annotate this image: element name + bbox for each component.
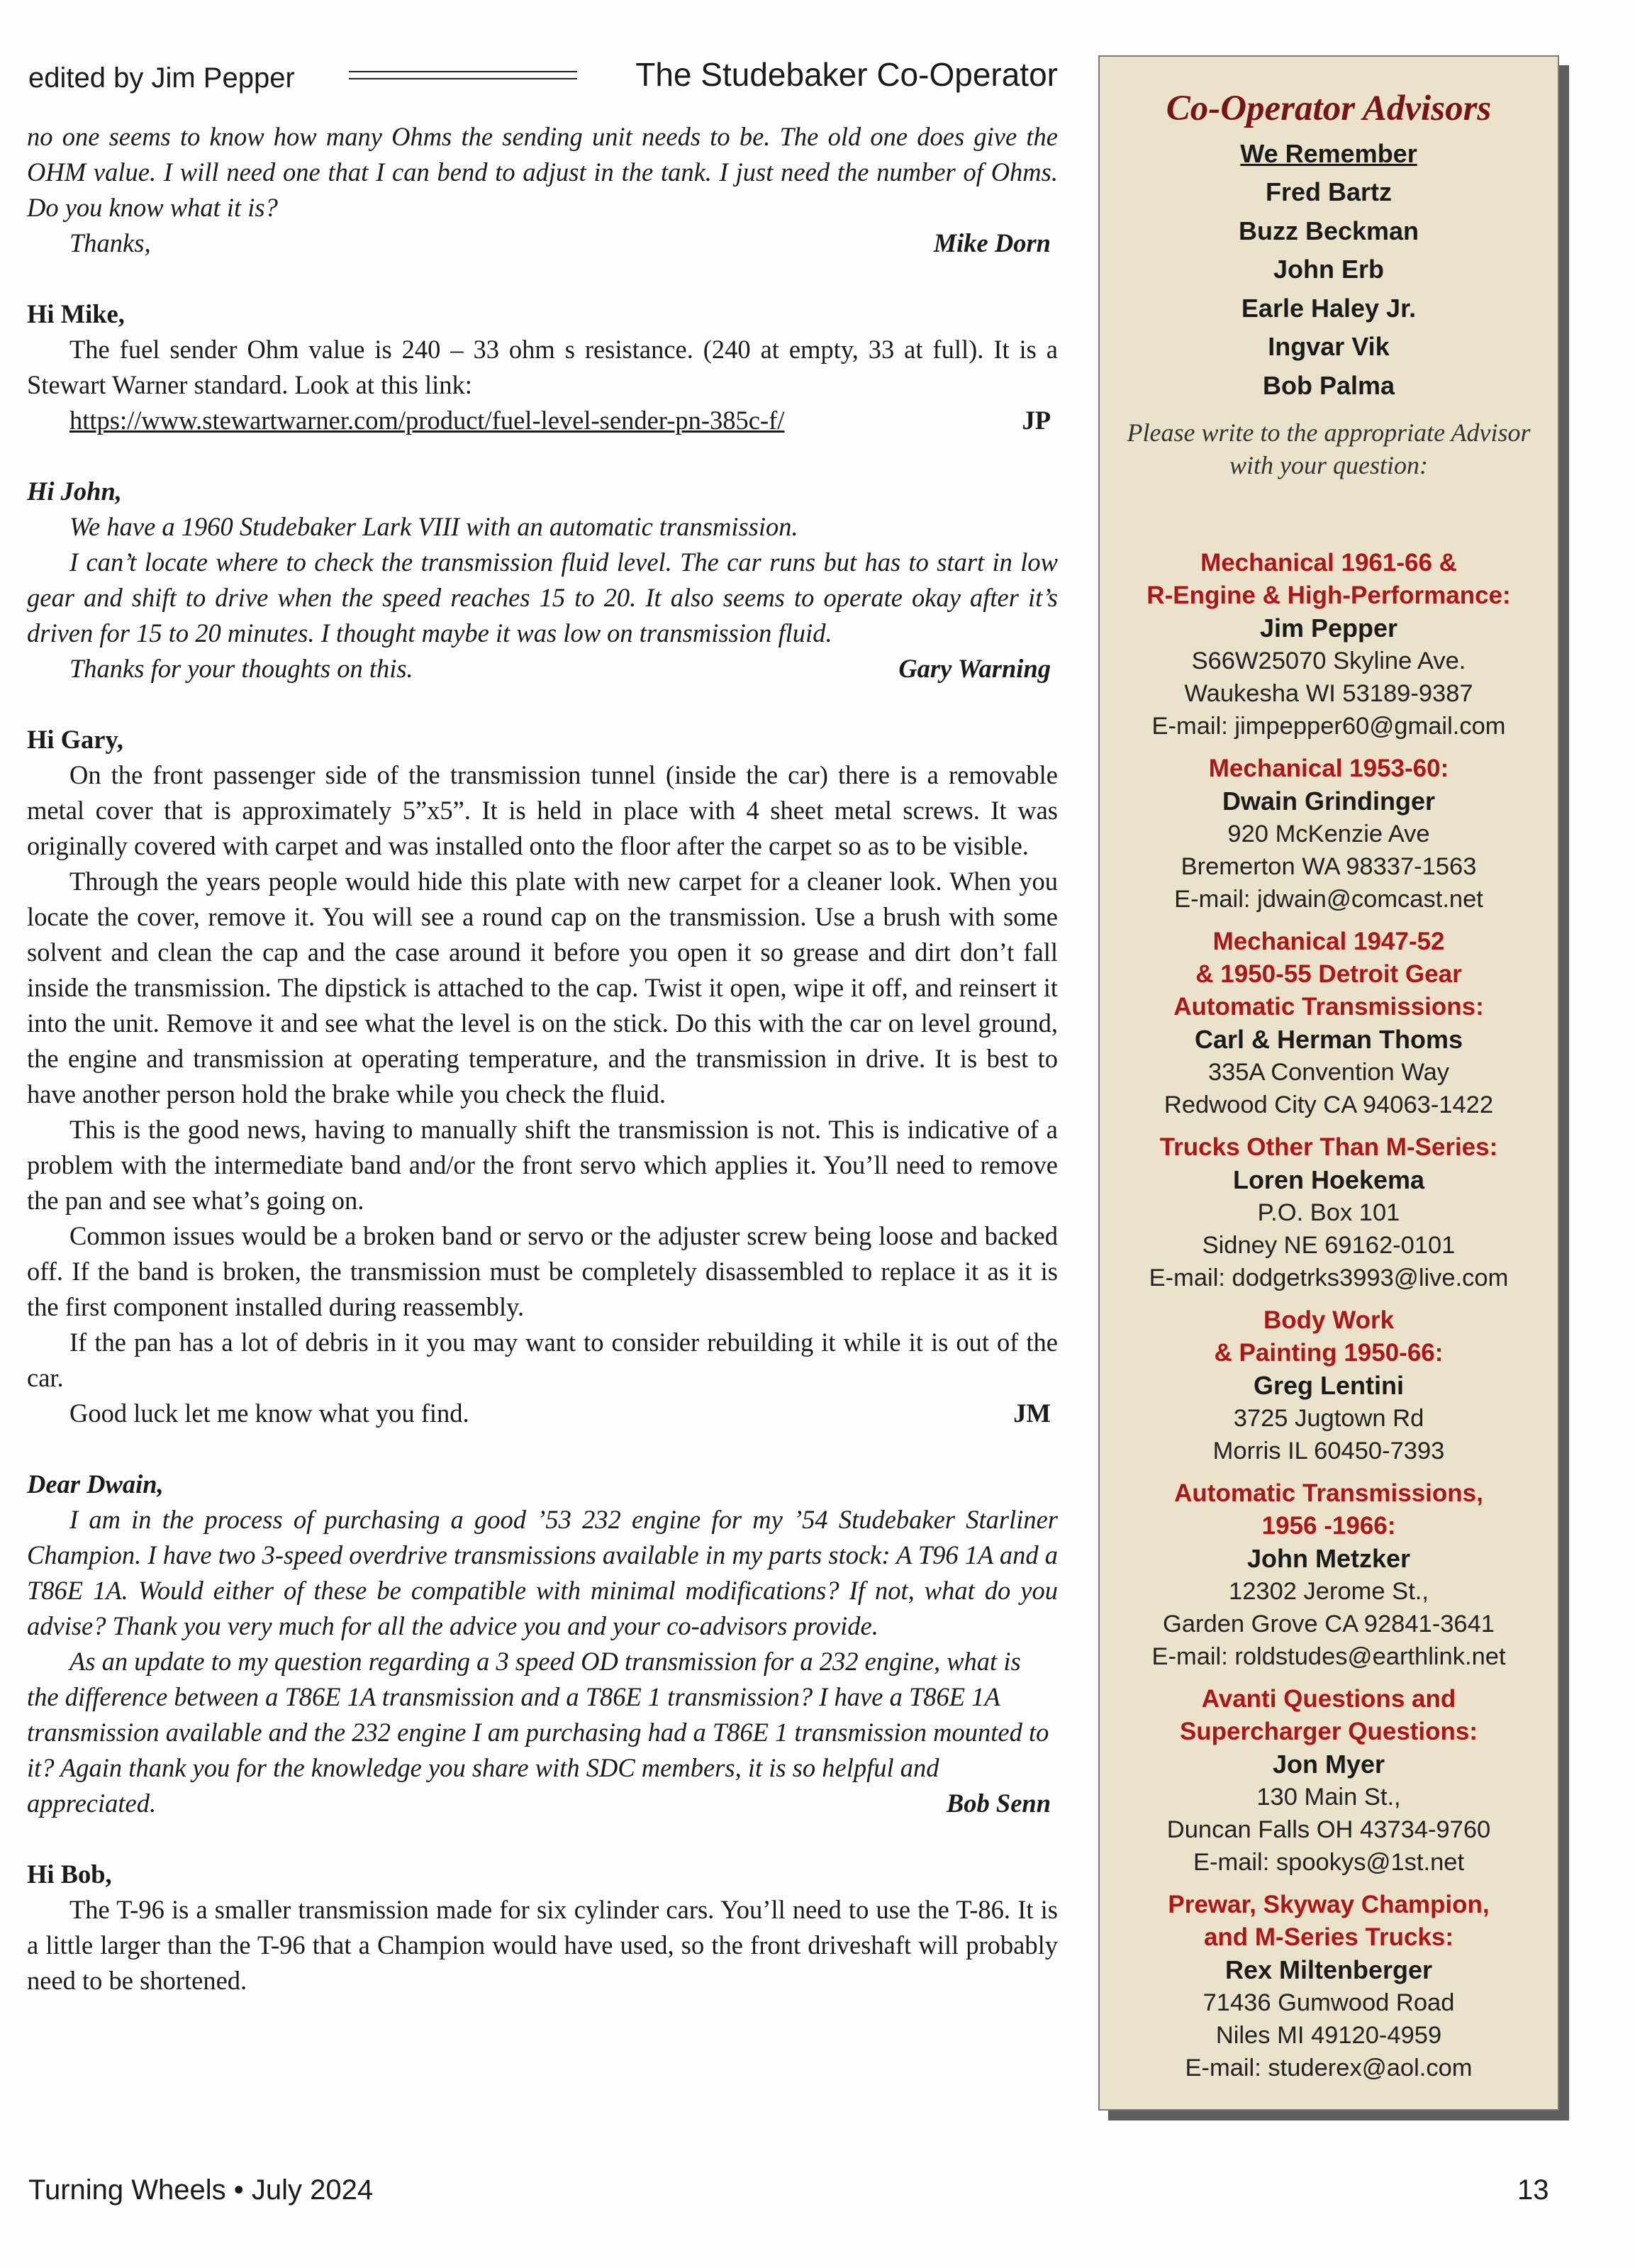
stewart-warner-link[interactable]: https://www.stewartwarner.com/product/fuel-level-sender-pn-385c-f/ bbox=[69, 406, 785, 435]
advisor-name: Loren Hoekema bbox=[1232, 1165, 1425, 1194]
advisor-address: 3725 Jugtown Rd bbox=[1233, 1405, 1424, 1432]
sidebar-instructions: Please write to the appropriate Advisor with your question: bbox=[1127, 418, 1531, 479]
letter-greeting: Hi John, bbox=[27, 477, 122, 506]
advisor-section bbox=[1100, 925, 1558, 1121]
advisor-topic: Prewar, Skyway Champion, bbox=[1168, 1891, 1490, 1918]
advisor-address: Redwood City CA 94063-1422 bbox=[1164, 1091, 1494, 1118]
letter-paragraph: I am in the process of purchasing a good ’53 232 engine for my ’54 Studebaker Starliner Champion. I have two 3-speed overdrive transmissions available in my parts stock: A T96 1A and a T86E 1A. Would either of these be compatible with minimal modifications? If not, what do you advise? Thank you very much for all the advice you and your co-advisors provide. bbox=[27, 1505, 1058, 1640]
advisor-topic: 1956 -1966: bbox=[1261, 1512, 1396, 1540]
memorial-name: Ingvar Vik bbox=[1268, 332, 1390, 361]
advisor-address: Garden Grove CA 92841-3641 bbox=[1163, 1611, 1495, 1638]
reply-paragraph: This is the good news, having to manually shift the transmission is not. This is indicative of a problem with the intermediate band and/or the front servo which applies it. You’ll need to remove the pan and see what’s going on. bbox=[27, 1115, 1058, 1215]
letter-closing bbox=[27, 651, 1058, 686]
advisor-name: Dwain Grindinger bbox=[1222, 786, 1436, 816]
advisor-email[interactable]: E-mail: spookys@1st.net bbox=[1193, 1849, 1465, 1876]
advisor-section bbox=[1100, 1131, 1558, 1294]
reply-signature: JP bbox=[1022, 406, 1051, 435]
advisor-address: Bremerton WA 98337-1563 bbox=[1181, 853, 1477, 880]
advisor-topic: Mechanical 1947-52 bbox=[1212, 928, 1445, 955]
advisor-name: Jon Myer bbox=[1272, 1750, 1385, 1779]
advisor-section bbox=[1100, 547, 1558, 743]
advisor-topic: Automatic Transmissions: bbox=[1173, 993, 1484, 1021]
memorial-name: John Erb bbox=[1273, 255, 1384, 284]
advisor-topic: and M-Series Trucks: bbox=[1203, 1923, 1454, 1951]
letter-paragraph-signed bbox=[27, 1644, 1058, 1821]
advisor-address: 920 McKenzie Ave bbox=[1227, 821, 1430, 847]
reply-paragraph: The fuel sender Ohm value is 240 – 33 ohm s resistance. (240 at empty, 33 at full). It is a Stewart Warner standard. Look at this link: bbox=[27, 335, 1058, 399]
memorial-name: Buzz Beckman bbox=[1238, 216, 1419, 245]
closing-text: Thanks, bbox=[69, 228, 151, 257]
page-number: 13 bbox=[1517, 2174, 1549, 2206]
advisor-topic: Mechanical 1961-66 & bbox=[1200, 549, 1457, 577]
advisor-topic: Automatic Transmissions, bbox=[1174, 1479, 1483, 1507]
advisor-email[interactable]: E-mail: jdwain@comcast.net bbox=[1174, 886, 1483, 913]
letter-paragraph: I can’t locate where to check the transmission fluid level. The car runs but has to start in low gear and shift to drive when the speed reaches 15 to 20. It also seems to operate okay after it’s driven for 15 to 20 minutes. I thought maybe it was low on transmission fluid. bbox=[27, 547, 1058, 647]
advisor-email[interactable]: E-mail: studerex@aol.com bbox=[1185, 2055, 1473, 2081]
advisor-topic: & Painting 1950-66: bbox=[1214, 1339, 1444, 1367]
letter-signature: Mike Dorn bbox=[933, 228, 1051, 257]
reply-signature: JM bbox=[1013, 1399, 1051, 1428]
reply-closing bbox=[27, 1396, 1058, 1431]
reply-paragraph: The T-96 is a smaller transmission made for six cylinder cars. You’ll need to use the T-86. It is a little larger than the T-96 that a Champion would have used, so the front driveshaft will probably need to be shortened. bbox=[27, 1895, 1058, 1995]
reply-greeting: Hi Mike, bbox=[27, 299, 125, 328]
header-rule bbox=[349, 71, 577, 79]
advisor-section bbox=[1100, 1304, 1558, 1467]
advisor-email[interactable]: E-mail: jimpepper60@gmail.com bbox=[1151, 713, 1506, 740]
memorial-name: Bob Palma bbox=[1262, 370, 1395, 400]
advisor-section bbox=[1100, 1889, 1558, 2084]
reply-paragraph: Common issues would be a broken band or servo or the adjuster screw being loose and backed off. If the band is broken, the transmission must be completely disassembled to replace it as it is the first component installed during reassembly. bbox=[27, 1221, 1058, 1321]
reply-link-row bbox=[27, 403, 1058, 438]
page-header bbox=[28, 55, 1058, 99]
letter-signature: Bob Senn bbox=[946, 1789, 1051, 1818]
letter-paragraph: We have a 1960 Studebaker Lark VIII with an automatic transmission. bbox=[69, 512, 798, 541]
letter-greeting: Dear Dwain, bbox=[27, 1469, 164, 1499]
advisors-sidebar bbox=[1098, 55, 1559, 2111]
advisor-address: Waukesha WI 53189-9387 bbox=[1184, 680, 1473, 707]
advisor-topic: Trucks Other Than M-Series: bbox=[1159, 1133, 1498, 1161]
reply-greeting: Hi Gary, bbox=[27, 725, 123, 754]
reply-paragraph: If the pan has a lot of debris in it you may want to consider rebuilding it while it is out of the car. bbox=[27, 1328, 1058, 1392]
reply-greeting: Hi Bob, bbox=[27, 1860, 112, 1889]
advisor-topic: Mechanical 1953-60: bbox=[1208, 755, 1449, 782]
reply-paragraph: Through the years people would hide this plate with new carpet for a cleaner look. When you locate the cover, remove it. You will see a round cap on the transmission. Use a brush with some solvent and clean the cap and the case around it before you open it so grease and dirt don’t fall inside the transmission. The dipstick is attached to the cap. Twist it open, wipe it off, and reinsert it into the unit. Remove it and see what the level is on the stick. Do this with the car on level ground, the engine and transmission at operating temperature, and the transmission in drive. It is best to have another person hold the brake while you check the fluid. bbox=[27, 867, 1058, 1108]
advisor-address: 71436 Gumwood Road bbox=[1202, 1989, 1455, 2016]
memorial-name: Earle Haley Jr. bbox=[1241, 293, 1417, 323]
sidebar-title: Co-Operator Advisors bbox=[1166, 89, 1492, 128]
advisor-address: Morris IL 60450-7393 bbox=[1212, 1438, 1445, 1464]
advisor-address: Sidney NE 69162-0101 bbox=[1202, 1232, 1456, 1259]
advisor-topic: Supercharger Questions: bbox=[1179, 1718, 1478, 1745]
memorial-name: Fred Bartz bbox=[1265, 177, 1393, 206]
reply-paragraph: On the front passenger side of the transmission tunnel (inside the car) there is a removable metal cover that is approximately 5”x5”. It is held in place with 4 sheet metal screws. It was originally covered with carpet and was installed onto the floor after the carpet so as to be visible. bbox=[27, 760, 1058, 860]
advisor-address: Niles MI 49120-4959 bbox=[1215, 2022, 1442, 2049]
advisor-name: Greg Lentini bbox=[1253, 1371, 1404, 1400]
advisor-email[interactable]: E-mail: roldstudes@earthlink.net bbox=[1151, 1643, 1506, 1670]
advisor-section bbox=[1100, 1683, 1558, 1879]
letter-paragraph: no one seems to know how many Ohms the sending unit needs to be. The old one does give the OHM value. I will need one that I can bend to adjust in the tank. I just need the number of Ohms. Do you know what it is? bbox=[27, 122, 1058, 222]
letter-closing bbox=[27, 226, 1058, 261]
advisor-name: Carl & Herman Thoms bbox=[1194, 1025, 1463, 1054]
footer-publication: Turning Wheels • July 2024 bbox=[28, 2174, 374, 2206]
advisor-address: 12302 Jerome St., bbox=[1229, 1578, 1429, 1605]
advisor-topic: R-Engine & High-Performance: bbox=[1146, 582, 1511, 609]
advisor-topic: Avanti Questions and bbox=[1201, 1685, 1456, 1713]
advisor-address: Duncan Falls OH 43734-9760 bbox=[1166, 1816, 1491, 1843]
advisor-address: 130 Main St., bbox=[1256, 1784, 1401, 1811]
advisor-section bbox=[1100, 1477, 1558, 1673]
advisor-topic: Body Work bbox=[1263, 1306, 1395, 1334]
letter-paragraph: As an update to my question regarding a 3 speed OD transmission for a 232 engine, what is the difference between a T86E 1A transmission and a T86E 1 transmission? I have a T86E 1A transmission available and the 232 engine I am purchasing had a T86E 1 transmission mounted to it? Again thank you for the knowledge you share with SDC members, it is so helpful and appreciated. bbox=[27, 1647, 1049, 1818]
letter-signature: Gary Warning bbox=[898, 654, 1051, 683]
advisor-name: Jim Pepper bbox=[1259, 613, 1398, 643]
edited-by: edited by Jim Pepper bbox=[28, 62, 295, 94]
advisor-address: P.O. Box 101 bbox=[1257, 1199, 1400, 1226]
advisor-address: S66W25070 Skyline Ave. bbox=[1191, 647, 1466, 674]
magazine-title: The Studebaker Co-Operator bbox=[635, 56, 1058, 93]
advisor-name: Rex Miltenberger bbox=[1224, 1955, 1433, 1984]
closing-text: Thanks for your thoughts on this. bbox=[69, 654, 413, 683]
letters-column bbox=[27, 119, 1058, 1999]
advisor-email[interactable]: E-mail: dodgetrks3993@live.com bbox=[1149, 1264, 1509, 1291]
advisor-address: 335A Convention Way bbox=[1207, 1059, 1450, 1086]
closing-text: Good luck let me know what you find. bbox=[69, 1399, 469, 1428]
advisor-section bbox=[1100, 752, 1558, 916]
advisor-name: John Metzker bbox=[1246, 1544, 1411, 1573]
we-remember-heading: We Remember bbox=[1240, 139, 1417, 168]
advisor-topic: & 1950-55 Detroit Gear bbox=[1195, 960, 1462, 988]
